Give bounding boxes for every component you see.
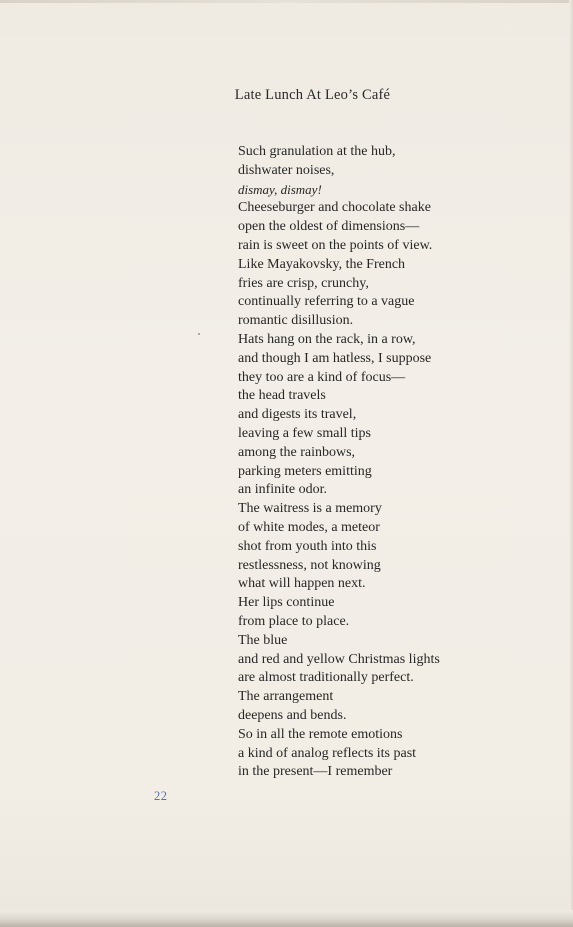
poem-line: Her lips continue bbox=[238, 595, 335, 611]
paper-speck bbox=[198, 333, 200, 335]
poem-line: dismay, dismay! bbox=[238, 181, 322, 197]
poem-line: Hats hang on the rack, in a row, bbox=[238, 331, 416, 347]
poem-line: fries are crisp, crunchy, bbox=[238, 275, 369, 291]
poem-line: Cheeseburger and chocolate shake bbox=[238, 200, 431, 216]
poem-line: Like Mayakovsky, the French bbox=[238, 256, 406, 272]
poem-line: the head travels bbox=[238, 388, 326, 404]
poem-line: of white modes, a meteor bbox=[238, 519, 380, 535]
poem-title: Late Lunch At Leo’s Café bbox=[234, 87, 391, 103]
page-number: 22 bbox=[154, 789, 168, 803]
poem-line: what will happen next. bbox=[238, 576, 366, 592]
poem-line: an infinite odor. bbox=[238, 482, 328, 498]
poem-line: The blue bbox=[238, 632, 288, 648]
poem-line: rain is sweet on the points of view. bbox=[238, 237, 433, 253]
poem-line: they too are a kind of focus— bbox=[238, 369, 406, 385]
poem-line: continually referring to a vague bbox=[238, 294, 415, 310]
poem-line: The arrangement bbox=[238, 689, 334, 705]
poem-line: The waitress is a memory bbox=[238, 501, 382, 517]
poem-line: Such granulation at the hub, bbox=[238, 144, 396, 159]
page-bottom-edge bbox=[0, 910, 573, 927]
poem-line: a kind of analog reflects its past bbox=[238, 745, 417, 761]
poem-line: shot from youth into this bbox=[238, 538, 377, 554]
poem-body bbox=[238, 143, 440, 782]
poem-line: and red and yellow Christmas lights bbox=[238, 651, 440, 667]
poem-line: from place to place. bbox=[238, 613, 350, 629]
poem-line: and digests its travel, bbox=[238, 407, 357, 423]
poem-line: parking meters emitting bbox=[238, 463, 372, 479]
poem-line: open the oldest of dimensions— bbox=[238, 219, 420, 235]
poem-line: are almost traditionally perfect. bbox=[238, 670, 414, 686]
poem-line: dishwater noises, bbox=[238, 162, 335, 178]
page-top-edge bbox=[0, 0, 573, 3]
poem-line: So in all the remote emotions bbox=[238, 726, 403, 742]
poem-line: deepens and bends. bbox=[238, 707, 347, 723]
poem-line: restlessness, not knowing bbox=[238, 557, 381, 573]
page-right-edge bbox=[569, 0, 573, 927]
poem-line: romantic disillusion. bbox=[238, 313, 354, 329]
poem-line: leaving a few small tips bbox=[238, 425, 371, 441]
poem-line: among the rainbows, bbox=[238, 444, 356, 460]
poem-line: in the present—I remember bbox=[238, 764, 393, 780]
poem-line: and though I am hatless, I suppose bbox=[238, 350, 432, 366]
